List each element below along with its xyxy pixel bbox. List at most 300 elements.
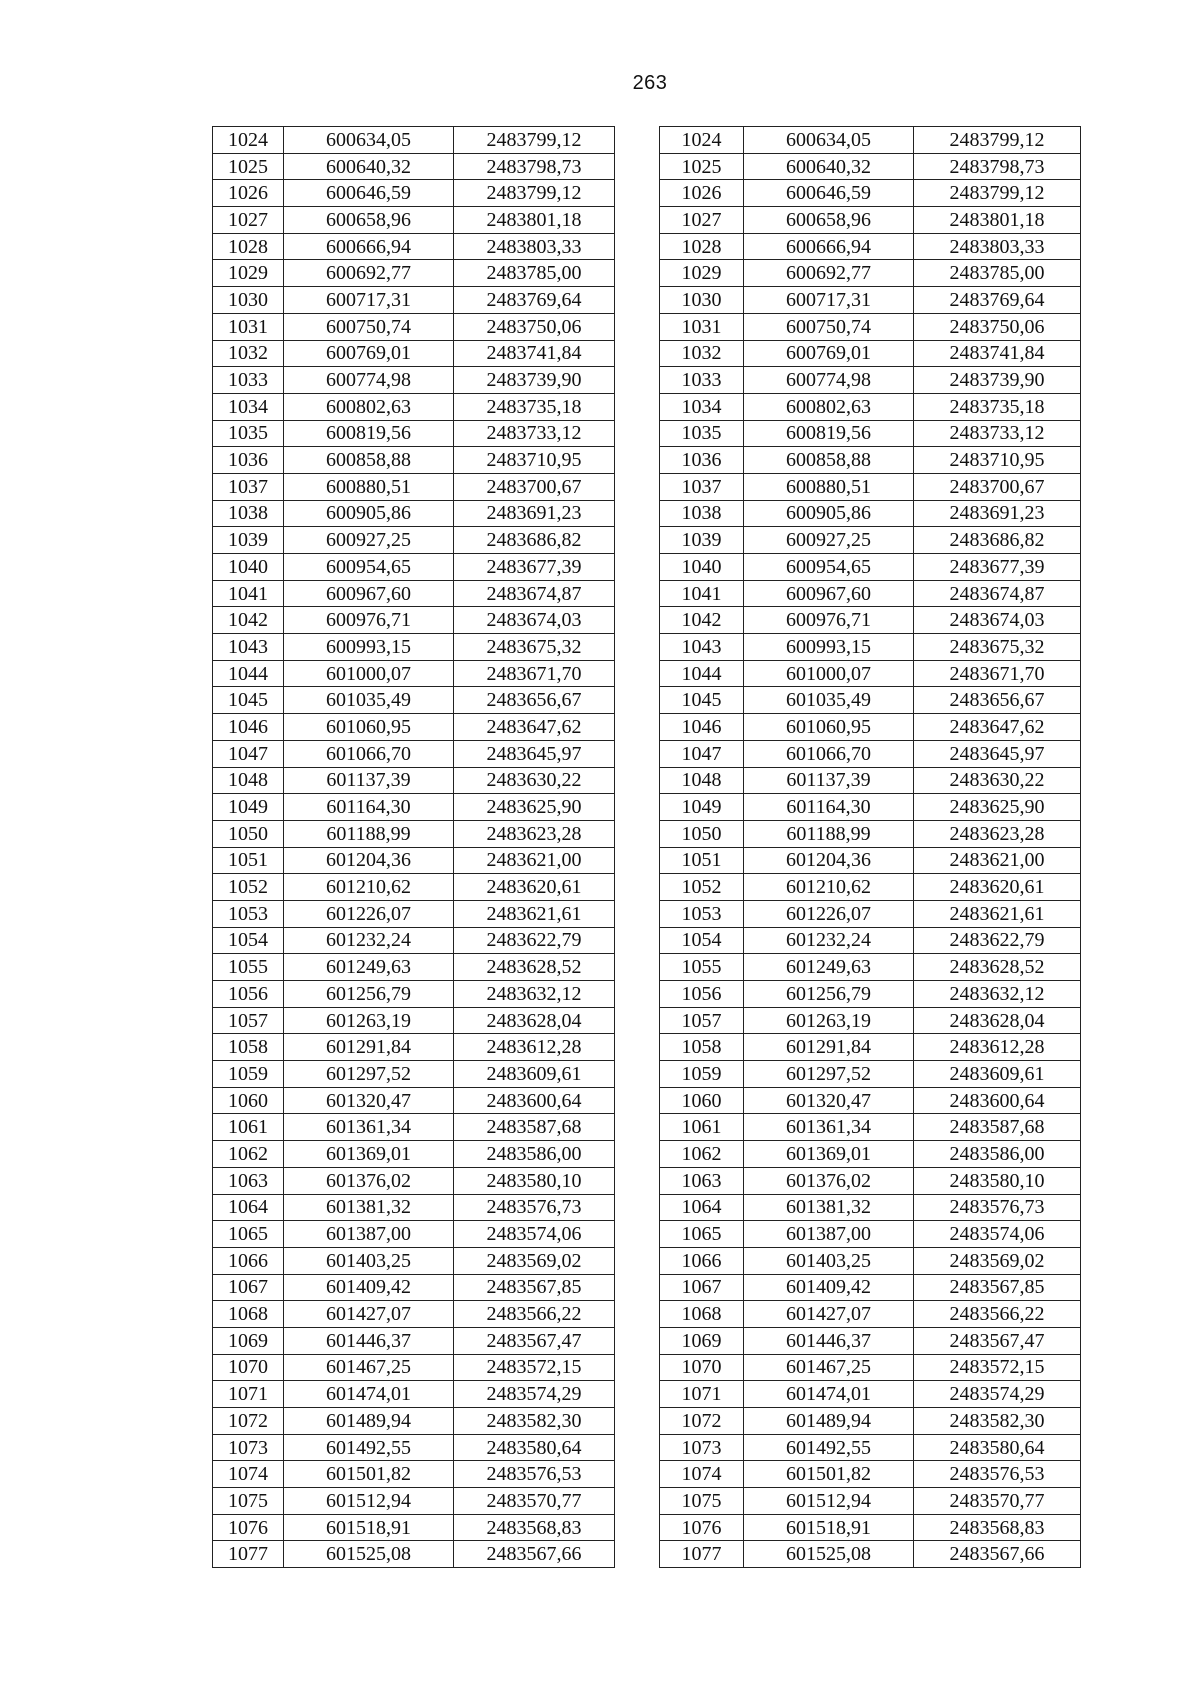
- right-point-number-cell: 1036: [660, 447, 744, 474]
- left-point-number-cell: 1041: [213, 580, 284, 607]
- left-y-coordinate-cell: 2483566,22: [454, 1301, 615, 1328]
- left-point-number-cell: 1066: [213, 1247, 284, 1274]
- left-x-coordinate-cell: 601387,00: [284, 1221, 454, 1248]
- gap-cell: [615, 287, 660, 314]
- right-x-coordinate-cell: 601403,25: [744, 1247, 914, 1274]
- right-x-coordinate-cell: 601232,24: [744, 927, 914, 954]
- gap-cell: [615, 180, 660, 207]
- table-row: [213, 1167, 1081, 1194]
- left-y-coordinate-cell: 2483686,82: [454, 527, 615, 554]
- gap-cell: [615, 1274, 660, 1301]
- right-x-coordinate-cell: 601164,30: [744, 794, 914, 821]
- left-point-number-cell: 1034: [213, 393, 284, 420]
- right-point-number-cell: 1025: [660, 153, 744, 180]
- table-row: [213, 1034, 1081, 1061]
- left-y-coordinate-cell: 2483710,95: [454, 447, 615, 474]
- left-y-coordinate-cell: 2483621,00: [454, 847, 615, 874]
- right-point-number-cell: 1033: [660, 367, 744, 394]
- table-row: [213, 634, 1081, 661]
- gap-cell: [615, 260, 660, 287]
- right-y-coordinate-cell: 2483735,18: [914, 393, 1081, 420]
- gap-cell: [615, 554, 660, 581]
- right-y-coordinate-cell: 2483612,28: [914, 1034, 1081, 1061]
- right-point-number-cell: 1069: [660, 1327, 744, 1354]
- left-point-number-cell: 1027: [213, 207, 284, 234]
- left-y-coordinate-cell: 2483580,64: [454, 1434, 615, 1461]
- right-y-coordinate-cell: 2483567,66: [914, 1541, 1081, 1568]
- left-point-number-cell: 1063: [213, 1167, 284, 1194]
- right-point-number-cell: 1059: [660, 1061, 744, 1088]
- left-y-coordinate-cell: 2483675,32: [454, 634, 615, 661]
- right-x-coordinate-cell: 601492,55: [744, 1434, 914, 1461]
- left-y-coordinate-cell: 2483735,18: [454, 393, 615, 420]
- gap-cell: [615, 981, 660, 1008]
- left-point-number-cell: 1060: [213, 1087, 284, 1114]
- left-x-coordinate-cell: 600658,96: [284, 207, 454, 234]
- right-y-coordinate-cell: 2483628,52: [914, 954, 1081, 981]
- right-y-coordinate-cell: 2483574,29: [914, 1381, 1081, 1408]
- gap-cell: [615, 1434, 660, 1461]
- left-x-coordinate-cell: 601467,25: [284, 1354, 454, 1381]
- table-row: [213, 207, 1081, 234]
- table-row: [213, 1434, 1081, 1461]
- right-point-number-cell: 1026: [660, 180, 744, 207]
- left-x-coordinate-cell: 601376,02: [284, 1167, 454, 1194]
- right-point-number-cell: 1077: [660, 1541, 744, 1568]
- table-row: [213, 287, 1081, 314]
- left-y-coordinate-cell: 2483741,84: [454, 340, 615, 367]
- right-x-coordinate-cell: 600769,01: [744, 340, 914, 367]
- right-x-coordinate-cell: 601361,34: [744, 1114, 914, 1141]
- left-point-number-cell: 1051: [213, 847, 284, 874]
- table-row: [213, 180, 1081, 207]
- left-y-coordinate-cell: 2483574,06: [454, 1221, 615, 1248]
- page-number: 263: [632, 72, 668, 94]
- left-point-number-cell: 1075: [213, 1488, 284, 1515]
- left-y-coordinate-cell: 2483739,90: [454, 367, 615, 394]
- left-y-coordinate-cell: 2483798,73: [454, 153, 615, 180]
- right-y-coordinate-cell: 2483674,03: [914, 607, 1081, 634]
- gap-cell: [615, 1034, 660, 1061]
- right-x-coordinate-cell: 601489,94: [744, 1408, 914, 1435]
- right-y-coordinate-cell: 2483567,47: [914, 1327, 1081, 1354]
- gap-cell: [615, 607, 660, 634]
- right-x-coordinate-cell: 601427,07: [744, 1301, 914, 1328]
- left-x-coordinate-cell: 600905,86: [284, 500, 454, 527]
- right-point-number-cell: 1052: [660, 874, 744, 901]
- left-x-coordinate-cell: 601263,19: [284, 1007, 454, 1034]
- left-x-coordinate-cell: 600976,71: [284, 607, 454, 634]
- table-row: [213, 900, 1081, 927]
- right-y-coordinate-cell: 2483799,12: [914, 180, 1081, 207]
- right-x-coordinate-cell: 601210,62: [744, 874, 914, 901]
- table-row: [213, 1301, 1081, 1328]
- left-x-coordinate-cell: 601320,47: [284, 1087, 454, 1114]
- right-y-coordinate-cell: 2483587,68: [914, 1114, 1081, 1141]
- table-row: [213, 1514, 1081, 1541]
- left-point-number-cell: 1050: [213, 820, 284, 847]
- right-x-coordinate-cell: 601291,84: [744, 1034, 914, 1061]
- right-x-coordinate-cell: 600692,77: [744, 260, 914, 287]
- left-x-coordinate-cell: 600993,15: [284, 634, 454, 661]
- right-x-coordinate-cell: 601066,70: [744, 740, 914, 767]
- right-point-number-cell: 1076: [660, 1514, 744, 1541]
- right-point-number-cell: 1057: [660, 1007, 744, 1034]
- left-x-coordinate-cell: 601232,24: [284, 927, 454, 954]
- table-row: [213, 981, 1081, 1008]
- right-point-number-cell: 1034: [660, 393, 744, 420]
- right-y-coordinate-cell: 2483686,82: [914, 527, 1081, 554]
- left-y-coordinate-cell: 2483674,87: [454, 580, 615, 607]
- left-y-coordinate-cell: 2483677,39: [454, 554, 615, 581]
- gap-cell: [615, 1327, 660, 1354]
- left-point-number-cell: 1040: [213, 554, 284, 581]
- right-x-coordinate-cell: 600976,71: [744, 607, 914, 634]
- left-y-coordinate-cell: 2483576,53: [454, 1461, 615, 1488]
- left-y-coordinate-cell: 2483691,23: [454, 500, 615, 527]
- left-x-coordinate-cell: 601403,25: [284, 1247, 454, 1274]
- right-y-coordinate-cell: 2483576,53: [914, 1461, 1081, 1488]
- right-x-coordinate-cell: 600802,63: [744, 393, 914, 420]
- table-row: [213, 1247, 1081, 1274]
- right-point-number-cell: 1032: [660, 340, 744, 367]
- right-point-number-cell: 1039: [660, 527, 744, 554]
- left-y-coordinate-cell: 2483632,12: [454, 981, 615, 1008]
- left-x-coordinate-cell: 601035,49: [284, 687, 454, 714]
- left-point-number-cell: 1047: [213, 740, 284, 767]
- left-point-number-cell: 1062: [213, 1141, 284, 1168]
- left-point-number-cell: 1048: [213, 767, 284, 794]
- right-y-coordinate-cell: 2483798,73: [914, 153, 1081, 180]
- right-y-coordinate-cell: 2483674,87: [914, 580, 1081, 607]
- table-row: [213, 500, 1081, 527]
- table-row: [213, 153, 1081, 180]
- right-y-coordinate-cell: 2483785,00: [914, 260, 1081, 287]
- right-point-number-cell: 1058: [660, 1034, 744, 1061]
- gap-cell: [615, 1354, 660, 1381]
- right-y-coordinate-cell: 2483675,32: [914, 634, 1081, 661]
- gap-cell: [615, 1087, 660, 1114]
- left-x-coordinate-cell: 601512,94: [284, 1488, 454, 1515]
- table-row: [213, 740, 1081, 767]
- right-point-number-cell: 1030: [660, 287, 744, 314]
- right-point-number-cell: 1053: [660, 900, 744, 927]
- right-y-coordinate-cell: 2483677,39: [914, 554, 1081, 581]
- right-point-number-cell: 1044: [660, 660, 744, 687]
- gap-cell: [615, 740, 660, 767]
- right-point-number-cell: 1051: [660, 847, 744, 874]
- left-y-coordinate-cell: 2483785,00: [454, 260, 615, 287]
- left-point-number-cell: 1028: [213, 233, 284, 260]
- right-y-coordinate-cell: 2483568,83: [914, 1514, 1081, 1541]
- right-x-coordinate-cell: 600858,88: [744, 447, 914, 474]
- right-point-number-cell: 1028: [660, 233, 744, 260]
- left-y-coordinate-cell: 2483630,22: [454, 767, 615, 794]
- right-y-coordinate-cell: 2483700,67: [914, 473, 1081, 500]
- left-point-number-cell: 1056: [213, 981, 284, 1008]
- table-row: [213, 660, 1081, 687]
- left-x-coordinate-cell: 601501,82: [284, 1461, 454, 1488]
- left-point-number-cell: 1032: [213, 340, 284, 367]
- table-row: [213, 1274, 1081, 1301]
- right-y-coordinate-cell: 2483647,62: [914, 714, 1081, 741]
- right-point-number-cell: 1070: [660, 1354, 744, 1381]
- left-x-coordinate-cell: 601204,36: [284, 847, 454, 874]
- gap-cell: [615, 233, 660, 260]
- right-y-coordinate-cell: 2483645,97: [914, 740, 1081, 767]
- gap-cell: [615, 714, 660, 741]
- gap-cell: [615, 1461, 660, 1488]
- right-x-coordinate-cell: 601263,19: [744, 1007, 914, 1034]
- right-x-coordinate-cell: 601060,95: [744, 714, 914, 741]
- left-x-coordinate-cell: 601188,99: [284, 820, 454, 847]
- table-row: [213, 794, 1081, 821]
- left-x-coordinate-cell: 600634,05: [284, 127, 454, 154]
- left-y-coordinate-cell: 2483803,33: [454, 233, 615, 260]
- right-x-coordinate-cell: 600819,56: [744, 420, 914, 447]
- gap-cell: [615, 420, 660, 447]
- left-x-coordinate-cell: 601066,70: [284, 740, 454, 767]
- table-row: [213, 874, 1081, 901]
- gap-cell: [615, 1167, 660, 1194]
- left-x-coordinate-cell: 600717,31: [284, 287, 454, 314]
- gap-cell: [615, 634, 660, 661]
- table-row: [213, 1461, 1081, 1488]
- left-x-coordinate-cell: 601291,84: [284, 1034, 454, 1061]
- right-point-number-cell: 1072: [660, 1408, 744, 1435]
- left-x-coordinate-cell: 600692,77: [284, 260, 454, 287]
- table-row: [213, 1381, 1081, 1408]
- gap-cell: [615, 954, 660, 981]
- gap-cell: [615, 1381, 660, 1408]
- right-point-number-cell: 1066: [660, 1247, 744, 1274]
- right-y-coordinate-cell: 2483582,30: [914, 1408, 1081, 1435]
- left-y-coordinate-cell: 2483567,85: [454, 1274, 615, 1301]
- gap-cell: [615, 927, 660, 954]
- left-y-coordinate-cell: 2483574,29: [454, 1381, 615, 1408]
- right-point-number-cell: 1071: [660, 1381, 744, 1408]
- left-x-coordinate-cell: 601000,07: [284, 660, 454, 687]
- left-y-coordinate-cell: 2483769,64: [454, 287, 615, 314]
- left-x-coordinate-cell: 601297,52: [284, 1061, 454, 1088]
- right-y-coordinate-cell: 2483750,06: [914, 313, 1081, 340]
- right-x-coordinate-cell: 600750,74: [744, 313, 914, 340]
- left-point-number-cell: 1045: [213, 687, 284, 714]
- left-point-number-cell: 1026: [213, 180, 284, 207]
- gap-cell: [615, 767, 660, 794]
- table-row: [213, 1354, 1081, 1381]
- right-y-coordinate-cell: 2483741,84: [914, 340, 1081, 367]
- gap-cell: [615, 1408, 660, 1435]
- right-y-coordinate-cell: 2483580,10: [914, 1167, 1081, 1194]
- coordinates-table-body: [213, 127, 1081, 1568]
- right-point-number-cell: 1037: [660, 473, 744, 500]
- gap-cell: [615, 900, 660, 927]
- left-x-coordinate-cell: 600802,63: [284, 393, 454, 420]
- right-x-coordinate-cell: 601188,99: [744, 820, 914, 847]
- right-y-coordinate-cell: 2483632,12: [914, 981, 1081, 1008]
- gap-cell: [615, 1007, 660, 1034]
- table-row: [213, 1541, 1081, 1568]
- right-y-coordinate-cell: 2483569,02: [914, 1247, 1081, 1274]
- right-y-coordinate-cell: 2483576,73: [914, 1194, 1081, 1221]
- right-point-number-cell: 1075: [660, 1488, 744, 1515]
- coordinates-table: [212, 126, 1081, 1568]
- left-point-number-cell: 1033: [213, 367, 284, 394]
- left-y-coordinate-cell: 2483586,00: [454, 1141, 615, 1168]
- left-x-coordinate-cell: 600750,74: [284, 313, 454, 340]
- left-y-coordinate-cell: 2483674,03: [454, 607, 615, 634]
- table-row: [213, 233, 1081, 260]
- right-point-number-cell: 1042: [660, 607, 744, 634]
- right-point-number-cell: 1031: [660, 313, 744, 340]
- left-x-coordinate-cell: 601474,01: [284, 1381, 454, 1408]
- table-row: [213, 847, 1081, 874]
- gap-cell: [615, 1541, 660, 1568]
- left-y-coordinate-cell: 2483620,61: [454, 874, 615, 901]
- left-point-number-cell: 1044: [213, 660, 284, 687]
- right-y-coordinate-cell: 2483801,18: [914, 207, 1081, 234]
- left-point-number-cell: 1064: [213, 1194, 284, 1221]
- right-point-number-cell: 1062: [660, 1141, 744, 1168]
- left-x-coordinate-cell: 601381,32: [284, 1194, 454, 1221]
- table-row: [213, 1488, 1081, 1515]
- right-x-coordinate-cell: 601369,01: [744, 1141, 914, 1168]
- table-row: [213, 1408, 1081, 1435]
- right-point-number-cell: 1068: [660, 1301, 744, 1328]
- left-point-number-cell: 1029: [213, 260, 284, 287]
- gap-cell: [615, 820, 660, 847]
- left-x-coordinate-cell: 601210,62: [284, 874, 454, 901]
- left-point-number-cell: 1065: [213, 1221, 284, 1248]
- right-y-coordinate-cell: 2483671,70: [914, 660, 1081, 687]
- left-y-coordinate-cell: 2483572,15: [454, 1354, 615, 1381]
- table-row: [213, 447, 1081, 474]
- right-x-coordinate-cell: 600658,96: [744, 207, 914, 234]
- table-row: [213, 340, 1081, 367]
- right-y-coordinate-cell: 2483691,23: [914, 500, 1081, 527]
- gap-cell: [615, 874, 660, 901]
- right-y-coordinate-cell: 2483628,04: [914, 1007, 1081, 1034]
- left-point-number-cell: 1073: [213, 1434, 284, 1461]
- table-row: [213, 1327, 1081, 1354]
- right-x-coordinate-cell: 600927,25: [744, 527, 914, 554]
- right-point-number-cell: 1056: [660, 981, 744, 1008]
- left-point-number-cell: 1030: [213, 287, 284, 314]
- table-row: [213, 1194, 1081, 1221]
- right-point-number-cell: 1041: [660, 580, 744, 607]
- right-x-coordinate-cell: 600717,31: [744, 287, 914, 314]
- right-y-coordinate-cell: 2483630,22: [914, 767, 1081, 794]
- left-y-coordinate-cell: 2483600,64: [454, 1087, 615, 1114]
- gap-cell: [615, 313, 660, 340]
- right-y-coordinate-cell: 2483574,06: [914, 1221, 1081, 1248]
- left-x-coordinate-cell: 600774,98: [284, 367, 454, 394]
- left-point-number-cell: 1067: [213, 1274, 284, 1301]
- gap-cell: [615, 1141, 660, 1168]
- right-x-coordinate-cell: 600993,15: [744, 634, 914, 661]
- right-y-coordinate-cell: 2483803,33: [914, 233, 1081, 260]
- right-point-number-cell: 1035: [660, 420, 744, 447]
- gap-cell: [615, 1247, 660, 1274]
- right-x-coordinate-cell: 601501,82: [744, 1461, 914, 1488]
- right-y-coordinate-cell: 2483733,12: [914, 420, 1081, 447]
- left-y-coordinate-cell: 2483628,52: [454, 954, 615, 981]
- left-point-number-cell: 1058: [213, 1034, 284, 1061]
- gap-cell: [615, 367, 660, 394]
- table-row: [213, 767, 1081, 794]
- left-y-coordinate-cell: 2483733,12: [454, 420, 615, 447]
- right-x-coordinate-cell: 601320,47: [744, 1087, 914, 1114]
- left-x-coordinate-cell: 601256,79: [284, 981, 454, 1008]
- gap-cell: [615, 794, 660, 821]
- right-x-coordinate-cell: 601409,42: [744, 1274, 914, 1301]
- gap-cell: [615, 153, 660, 180]
- left-point-number-cell: 1055: [213, 954, 284, 981]
- right-point-number-cell: 1046: [660, 714, 744, 741]
- left-y-coordinate-cell: 2483576,73: [454, 1194, 615, 1221]
- gap-cell: [615, 340, 660, 367]
- left-x-coordinate-cell: 601518,91: [284, 1514, 454, 1541]
- table-row: [213, 580, 1081, 607]
- right-x-coordinate-cell: 601525,08: [744, 1541, 914, 1568]
- right-point-number-cell: 1049: [660, 794, 744, 821]
- right-point-number-cell: 1060: [660, 1087, 744, 1114]
- right-point-number-cell: 1061: [660, 1114, 744, 1141]
- left-x-coordinate-cell: 601164,30: [284, 794, 454, 821]
- left-x-coordinate-cell: 600666,94: [284, 233, 454, 260]
- right-x-coordinate-cell: 601381,32: [744, 1194, 914, 1221]
- gap-cell: [615, 1061, 660, 1088]
- left-point-number-cell: 1024: [213, 127, 284, 154]
- table-row: [213, 473, 1081, 500]
- table-row: [213, 420, 1081, 447]
- left-y-coordinate-cell: 2483656,67: [454, 687, 615, 714]
- right-x-coordinate-cell: 600666,94: [744, 233, 914, 260]
- left-y-coordinate-cell: 2483628,04: [454, 1007, 615, 1034]
- left-y-coordinate-cell: 2483799,12: [454, 127, 615, 154]
- gap-cell: [615, 687, 660, 714]
- table-row: [213, 367, 1081, 394]
- table-row: [213, 260, 1081, 287]
- table-row: [213, 1007, 1081, 1034]
- gap-cell: [615, 393, 660, 420]
- right-x-coordinate-cell: 601204,36: [744, 847, 914, 874]
- left-x-coordinate-cell: 601060,95: [284, 714, 454, 741]
- left-x-coordinate-cell: 600967,60: [284, 580, 454, 607]
- left-x-coordinate-cell: 601369,01: [284, 1141, 454, 1168]
- table-row: [213, 1061, 1081, 1088]
- left-x-coordinate-cell: 601226,07: [284, 900, 454, 927]
- left-point-number-cell: 1059: [213, 1061, 284, 1088]
- left-y-coordinate-cell: 2483645,97: [454, 740, 615, 767]
- left-y-coordinate-cell: 2483567,47: [454, 1327, 615, 1354]
- right-point-number-cell: 1040: [660, 554, 744, 581]
- right-x-coordinate-cell: 601467,25: [744, 1354, 914, 1381]
- right-x-coordinate-cell: 601446,37: [744, 1327, 914, 1354]
- right-x-coordinate-cell: 601474,01: [744, 1381, 914, 1408]
- right-y-coordinate-cell: 2483609,61: [914, 1061, 1081, 1088]
- right-y-coordinate-cell: 2483769,64: [914, 287, 1081, 314]
- left-point-number-cell: 1038: [213, 500, 284, 527]
- right-x-coordinate-cell: 601035,49: [744, 687, 914, 714]
- right-y-coordinate-cell: 2483567,85: [914, 1274, 1081, 1301]
- gap-cell: [615, 660, 660, 687]
- gap-cell: [615, 1488, 660, 1515]
- left-x-coordinate-cell: 601446,37: [284, 1327, 454, 1354]
- right-point-number-cell: 1074: [660, 1461, 744, 1488]
- right-x-coordinate-cell: 600967,60: [744, 580, 914, 607]
